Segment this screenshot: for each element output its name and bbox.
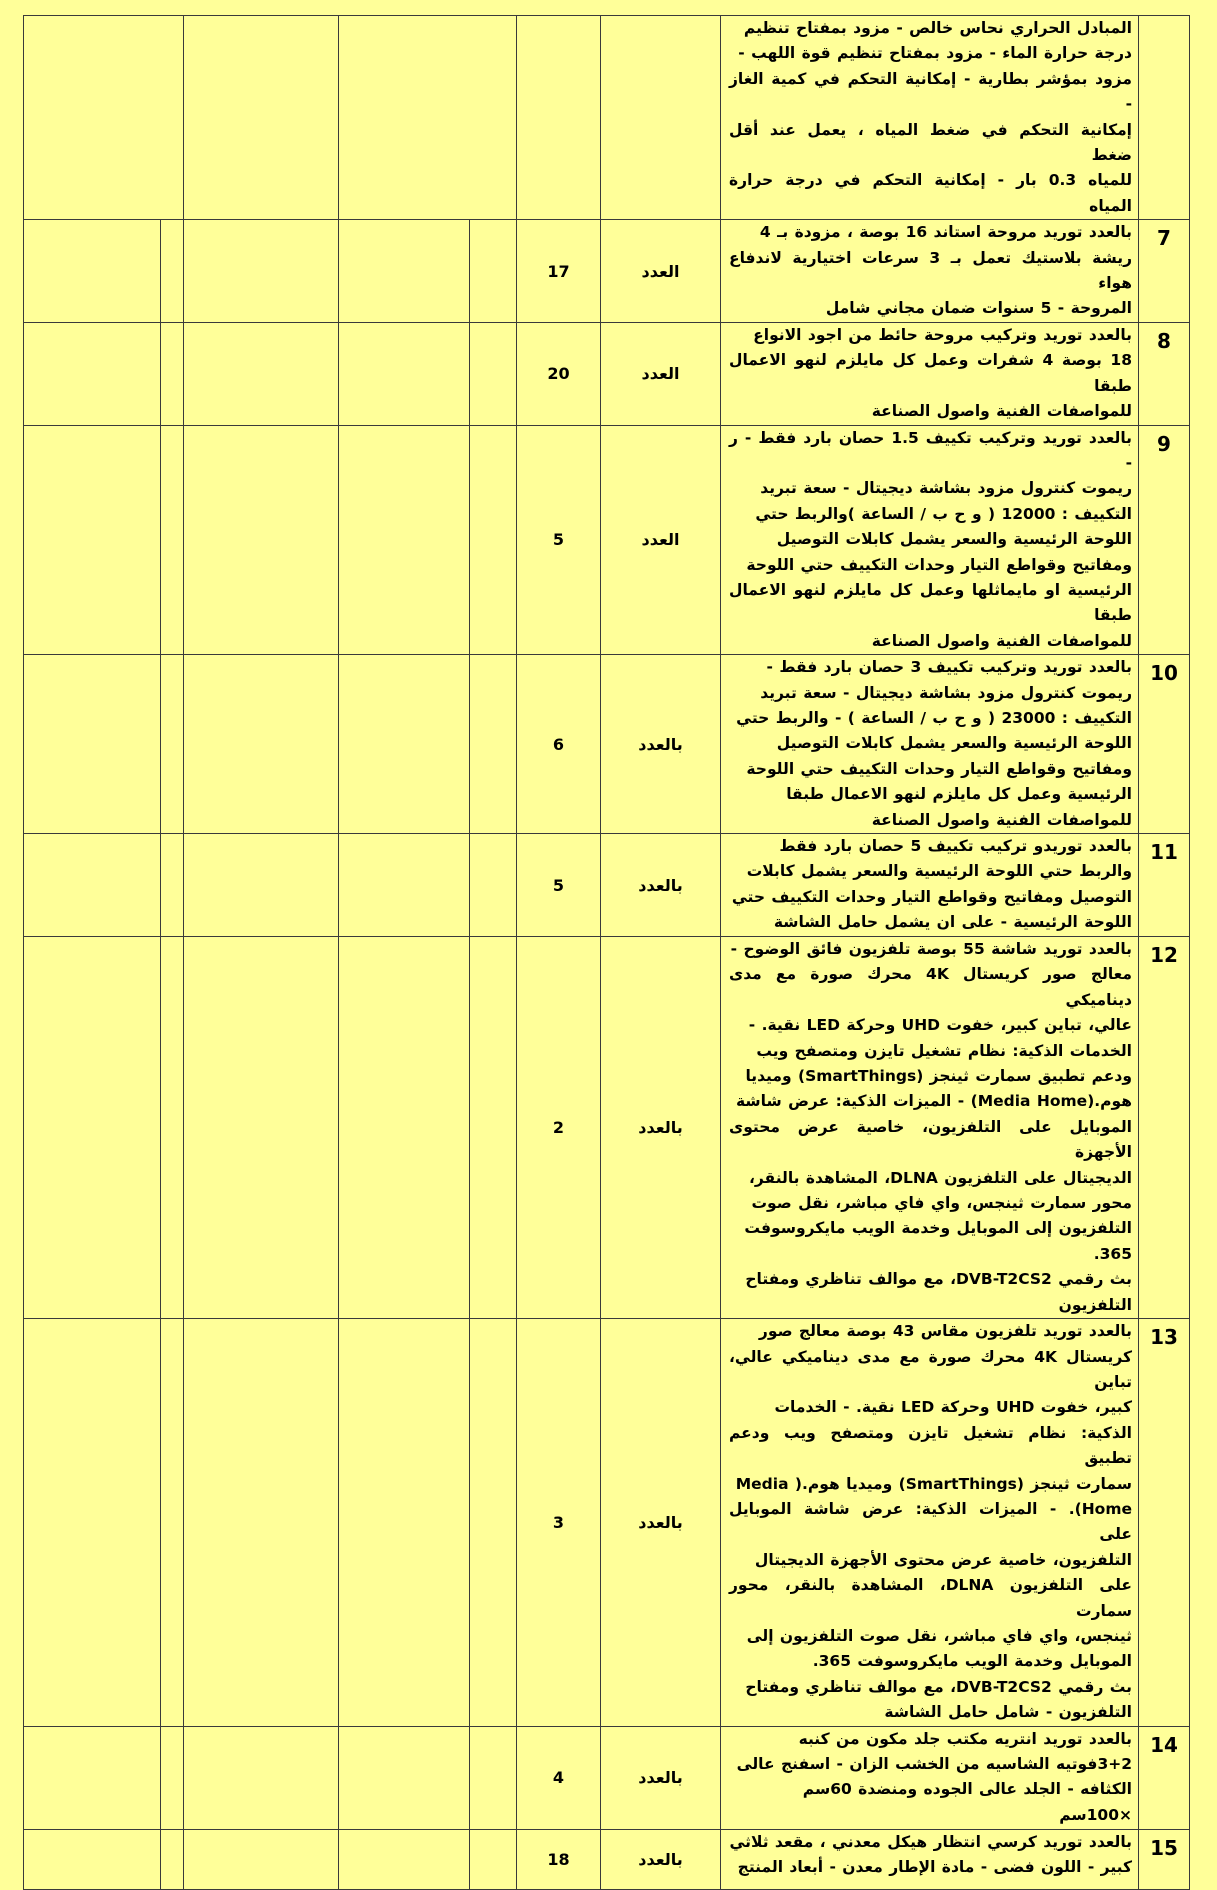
quantity-cell: 4 [517, 1726, 601, 1829]
description-cell [721, 220, 1139, 323]
item-number-cell: 8 [1139, 322, 1190, 425]
table-row [24, 1319, 1190, 1727]
description-line: مزود بمؤشر بطارية - إمكانية التحكم في كمية الغاز - [729, 69, 1132, 114]
description-line: للمياه 0.3 بار - إمكانية التحكم في درجة حرارة المياه [729, 171, 1133, 215]
empty-cell [161, 834, 184, 937]
description-line: الموبايل وخدمة الويب مايكروسوفت 365. [812, 1652, 1132, 1671]
description-line: ريموت كنترول مزود بشاشة ديجيتال - سعة تبريد [760, 683, 1132, 702]
item-number-cell: 10 [1139, 655, 1190, 834]
empty-cell [184, 1319, 339, 1727]
empty-cell [339, 220, 470, 323]
empty-cell [184, 655, 339, 834]
description-line: التكييف : 23000 ( و ح ب / الساعة ) - والربط حتي [736, 708, 1132, 727]
item-number-cell: 13 [1139, 1319, 1190, 1727]
empty-cell [161, 655, 184, 834]
empty-cell [24, 655, 161, 834]
empty-cell [161, 1829, 184, 1889]
empty-cell [470, 655, 517, 834]
description-text [729, 16, 1132, 219]
description-cell [721, 1726, 1139, 1829]
empty-cell [339, 16, 517, 220]
empty-cell [184, 425, 339, 655]
description-line: بالعدد توريدو تركيب تكييف 5 حصان بارد فقط [779, 837, 1132, 855]
item-number-cell: 12 [1139, 937, 1190, 1319]
description-line: عالي، تباين كبير، خفوت UHD وحركة LED نقية. - [748, 1016, 1132, 1035]
empty-cell [339, 834, 470, 937]
empty-cell [339, 425, 470, 655]
description-line: 18 بوصة 4 شفرات وعمل كل مايلزم لنهو الاعمال طبقا [729, 351, 1132, 395]
description-cell [721, 322, 1139, 425]
quantity-cell: 18 [517, 1829, 601, 1889]
item-number-cell [1139, 16, 1190, 220]
empty-cell [161, 937, 184, 1319]
unit-cell: بالعدد [601, 937, 721, 1319]
table-row [24, 834, 1190, 937]
empty-cell [339, 1726, 470, 1829]
empty-cell [339, 1829, 470, 1889]
empty-cell [24, 322, 161, 425]
description-line: الذكية: نظام تشغيل تايزن ومتصفح ويب ودعم تطبيق [729, 1423, 1132, 1468]
description-line: الموبايل على التلفزيون، خاصية عرض محتوى الأجهزة [729, 1117, 1132, 1162]
description-cell [721, 1319, 1139, 1727]
description-cell [721, 425, 1139, 655]
table-row [24, 1726, 1190, 1829]
description-line: ومفاتيح وقواطع التيار وحدات التكييف حتي اللوحة [746, 555, 1132, 574]
description-line: والربط حتي اللوحة الرئيسية والسعر يشمل كابلات [746, 862, 1132, 881]
description-line: بالعدد توريد شاشة 55 بوصة تلفزيون فائق الوضوح - [730, 940, 1132, 958]
unit-cell: بالعدد [601, 1319, 721, 1727]
empty-cell [161, 322, 184, 425]
description-line: الخدمات الذكية: نظام تشغيل تايزن ومتصفح ويب [756, 1041, 1132, 1060]
description-line: للمواصفات الفنية واصول الصناعة [871, 631, 1132, 650]
description-line: المروحة - 5 سنوات ضمان مجاني شامل [825, 299, 1132, 318]
table-row [24, 937, 1190, 1319]
description-line: بالعدد توريد كرسي انتظار هيكل معدني ، مقعد ثلاثي [729, 1832, 1132, 1851]
description-text [729, 1727, 1132, 1829]
empty-cell [184, 937, 339, 1319]
description-text [729, 1830, 1132, 1881]
empty-cell [161, 425, 184, 655]
description-cell [721, 16, 1139, 220]
description-line: Home). - الميزات الذكية: عرض شاشة الموبايل على [729, 1499, 1132, 1544]
empty-cell [470, 1726, 517, 1829]
empty-cell [339, 1319, 470, 1727]
empty-cell [24, 937, 161, 1319]
description-line: 3+2فوتيه الشاسيه من الخشب الزان - اسفنج عالى [736, 1755, 1132, 1773]
quantity-cell: 2 [517, 937, 601, 1319]
empty-cell [339, 322, 470, 425]
description-text [729, 1319, 1132, 1726]
description-cell [721, 1829, 1139, 1889]
quantity-cell: 20 [517, 322, 601, 425]
description-line: للمواصفات الفنية واصول الصناعة [871, 402, 1132, 421]
description-line: ريشة بلاستيك تعمل بـ 3 سرعات اختيارية لاندفاع هواء [729, 248, 1132, 293]
table-body [24, 16, 1190, 1890]
quantity-cell: 6 [517, 655, 601, 834]
empty-cell [470, 1829, 517, 1889]
empty-cell [24, 834, 161, 937]
description-line: الديجيتال على التلفزيون DLNA، المشاهدة بالنقر، [749, 1168, 1132, 1187]
empty-cell [184, 1829, 339, 1889]
description-line: ثينجس، واي فاي مباشر، نقل صوت التلفزيون إلى [746, 1626, 1132, 1645]
description-line: إمكانية التحكم في ضغط المياه ، يعمل عند أقل ضغط [729, 120, 1132, 165]
unit-cell: العدد [601, 425, 721, 655]
item-number-cell: 11 [1139, 834, 1190, 937]
description-line: بث رقمي DVB-T2CS2، مع موالف تناظري ومفتاح [745, 1270, 1132, 1289]
empty-cell [470, 834, 517, 937]
empty-cell [339, 655, 470, 834]
description-text [729, 834, 1132, 936]
description-line: ومفاتيح وقواطع التيار وحدات التكييف حتي اللوحة [746, 759, 1132, 778]
description-line: بالعدد توريد تلفزيون مقاس 43 بوصة معالج صور [758, 1322, 1132, 1341]
description-line: سمارت ثينجز (SmartThings) وميديا هوم.( Media [735, 1474, 1132, 1493]
quantity-cell: 5 [517, 425, 601, 655]
item-number-cell: 7 [1139, 220, 1190, 323]
empty-cell [184, 834, 339, 937]
description-text [729, 323, 1132, 425]
empty-cell [24, 1829, 161, 1889]
unit-cell: بالعدد [601, 1726, 721, 1829]
empty-cell [161, 1319, 184, 1727]
description-cell [721, 655, 1139, 834]
description-line: ريموت كنترول مزود بشاشة ديجيتال - سعة تبريد [760, 479, 1132, 498]
spec-table-sheet [23, 15, 1189, 1890]
description-line: بالعدد توريد وتركيب مروحة حائط من اجود الانواع [753, 325, 1132, 344]
empty-cell [470, 937, 517, 1319]
item-number-cell: 15 [1139, 1829, 1190, 1889]
description-line: التلفزيون، خاصية عرض محتوى الأجهزة الديجيتال [754, 1550, 1132, 1569]
empty-cell [470, 1319, 517, 1727]
description-line: كريستال 4K محرك صورة مع مدى ديناميكي عالي، تباين [729, 1347, 1132, 1391]
description-line: بث رقمي DVB-T2CS2، مع موالف تناظري ومفتاح [745, 1677, 1132, 1696]
description-line: هوم.(Media Home) - الميزات الذكية: عرض شاشة [735, 1092, 1132, 1111]
description-text [729, 655, 1132, 833]
empty-cell [339, 937, 470, 1319]
empty-cell [184, 220, 339, 323]
table-row [24, 322, 1190, 425]
unit-cell: بالعدد [601, 1829, 721, 1889]
quantity-cell: 3 [517, 1319, 601, 1727]
description-line: الكثافه - الجلد عالى الجوده ومنضدة 60سم [802, 1780, 1132, 1799]
empty-cell [24, 1319, 161, 1727]
empty-cell [24, 16, 184, 220]
empty-cell [470, 425, 517, 655]
description-line: التوصيل ومفاتيح وقواطع التيار وحدات التكييف حتي [731, 887, 1132, 906]
description-line: محور سمارت ثينجس، واي فاي مباشر، نقل صوت [751, 1194, 1132, 1213]
table-row [24, 425, 1190, 655]
description-cell [721, 937, 1139, 1319]
description-line: بالعدد توريد وتركيب تكييف 1.5 حصان بارد فقط - ر - [729, 428, 1132, 472]
description-line: التلفزيون إلى الموبايل وخدمة الويب مايكروسوفت [744, 1219, 1132, 1238]
description-line: على التلفزيون DLNA، المشاهدة بالنقر، محور سمارت [729, 1576, 1132, 1620]
empty-cell [24, 1726, 161, 1829]
empty-cell [184, 16, 339, 220]
quantity-cell: 17 [517, 220, 601, 323]
description-line: كبير، خفوت UHD وحركة LED نقية. - الخدمات [774, 1398, 1132, 1417]
description-line: بالعدد توريد وتركيب تكييف 3 حصان بارد فقط - [766, 658, 1132, 677]
item-number-cell: 14 [1139, 1726, 1190, 1829]
unit-cell: العدد [601, 322, 721, 425]
description-line: التلفزيون [1058, 1295, 1132, 1314]
description-line: ودعم تطبيق سمارت ثينجز (SmartThings) وميديا [745, 1067, 1132, 1086]
empty-cell [161, 220, 184, 323]
description-line: 365. [1093, 1244, 1132, 1263]
unit-cell: بالعدد [601, 834, 721, 937]
description-line: بالعدد توريد انتريه مكتب جلد مكون من كنبه [798, 1729, 1132, 1748]
unit-cell: العدد [601, 220, 721, 323]
empty-cell [161, 1726, 184, 1829]
description-line: ×100سم [1059, 1805, 1132, 1824]
description-line: المبادل الحراري نحاس خالص - مزود بمفتاح تنظيم [743, 19, 1132, 37]
quantity-cell: 5 [517, 834, 601, 937]
description-text [729, 937, 1132, 1318]
description-text [729, 426, 1132, 655]
unit-cell [601, 16, 721, 220]
table-row [24, 655, 1190, 834]
description-line: اللوحة الرئيسية والسعر يشمل كابلات التوصيل [776, 734, 1132, 753]
empty-cell [470, 322, 517, 425]
description-line: الرئيسية وعمل كل مايلزم لنهو الاعمال طبقا [786, 785, 1132, 804]
description-line: معالج صور كريستال 4K محرك صورة مع مدى ديناميكي [729, 965, 1132, 1009]
empty-cell [24, 220, 161, 323]
description-line: كبير - اللون فضى - مادة الإطار معدن - أبعاد المنتج [737, 1858, 1132, 1876]
specification-table [23, 15, 1190, 1890]
item-number-cell: 9 [1139, 425, 1190, 655]
empty-cell [470, 220, 517, 323]
description-line: بالعدد توريد مروحة استاند 16 بوصة ، مزودة بـ 4 [759, 223, 1132, 242]
description-line: التكييف : 12000 ( و ح ب / الساعة )والربط حتي [755, 504, 1132, 523]
empty-cell [184, 1726, 339, 1829]
description-line: اللوحة الرئيسية - على ان يشمل حامل الشاشة [773, 913, 1132, 932]
empty-cell [24, 425, 161, 655]
quantity-cell [517, 16, 601, 220]
table-row [24, 220, 1190, 323]
description-line: درجة حرارة الماء - مزود بمفتاح تنظيم قوة اللهب - [738, 44, 1132, 63]
empty-cell [184, 322, 339, 425]
description-line: اللوحة الرئيسية والسعر يشمل كابلات التوصيل [776, 530, 1132, 549]
unit-cell: بالعدد [601, 655, 721, 834]
description-line: التلفزيون - شامل حامل الشاشة [884, 1703, 1132, 1722]
description-line: للمواصفات الفنية واصول الصناعة [871, 810, 1132, 829]
table-row [24, 16, 1190, 220]
description-text [729, 220, 1132, 322]
description-line: الرئيسية او مايماثلها وعمل كل مايلزم لنهو الاعمال طبقا [729, 580, 1132, 625]
description-cell [721, 834, 1139, 937]
table-row [24, 1829, 1190, 1889]
